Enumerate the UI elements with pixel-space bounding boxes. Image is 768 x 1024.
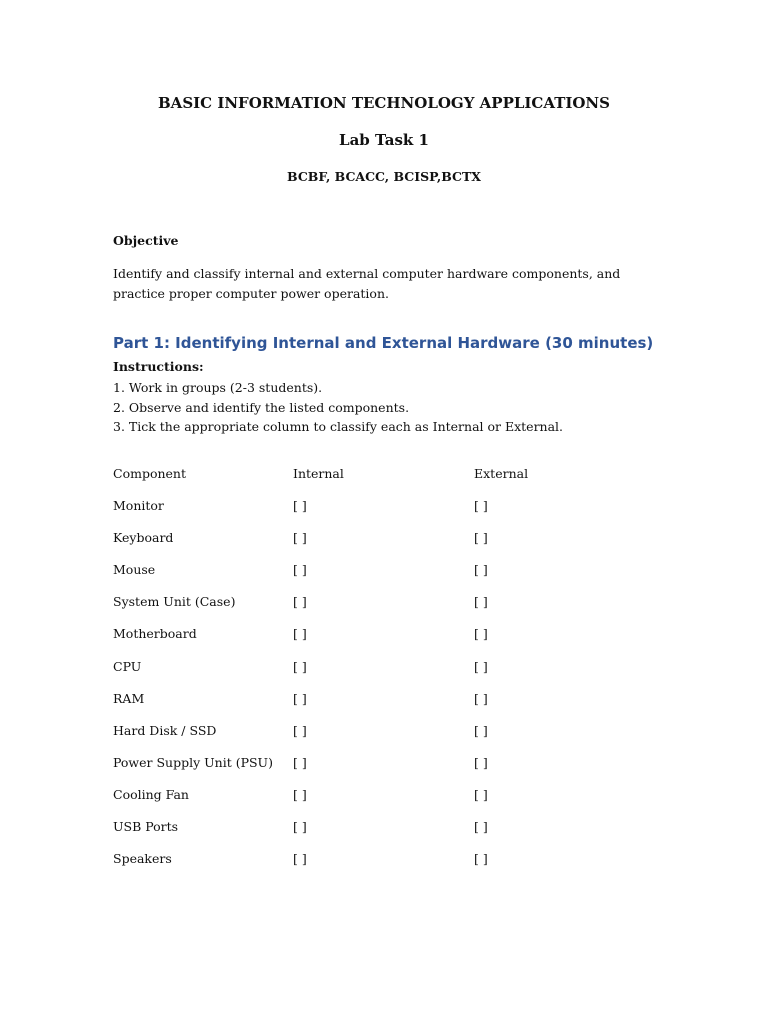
objective-text: Identify and classify internal and external computer hardware components, and practice proper computer power operation. — [113, 266, 621, 301]
internal-checkbox[interactable]: [ ] — [293, 626, 307, 642]
external-checkbox[interactable]: [ ] — [474, 819, 488, 835]
table-row — [113, 691, 673, 723]
internal-checkbox[interactable]: [ ] — [293, 562, 307, 578]
internal-checkbox[interactable]: [ ] — [293, 530, 307, 546]
instruction-step: 2. Observe and identify the listed components. — [113, 399, 410, 415]
internal-checkbox[interactable]: [ ] — [293, 851, 307, 867]
external-checkbox[interactable]: [ ] — [474, 658, 488, 674]
external-checkbox[interactable]: [ ] — [474, 722, 488, 738]
external-checkbox[interactable]: [ ] — [474, 498, 488, 514]
external-checkbox[interactable]: [ ] — [474, 530, 488, 546]
component-name: Hard Disk / SSD — [113, 722, 217, 738]
table-row — [113, 819, 673, 851]
course-codes: BCBF, BCACC, BCISP,BCTX — [287, 169, 481, 184]
hardware-classification-table — [113, 466, 673, 883]
component-name: Motherboard — [113, 626, 197, 642]
table-row — [113, 498, 673, 530]
component-name: Power Supply Unit (PSU) — [113, 754, 273, 770]
external-checkbox[interactable]: [ ] — [474, 754, 488, 770]
internal-checkbox[interactable]: [ ] — [293, 658, 307, 674]
table-row — [113, 851, 673, 883]
table-row — [113, 530, 673, 562]
component-name: Speakers — [113, 851, 172, 867]
document-subtitle: Lab Task 1 — [339, 131, 429, 149]
table-header-row — [113, 466, 673, 498]
component-name: Mouse — [113, 562, 156, 578]
external-checkbox[interactable]: [ ] — [474, 851, 488, 867]
external-checkbox[interactable]: [ ] — [474, 690, 488, 706]
table-row — [113, 626, 673, 658]
header-component: Component — [113, 466, 186, 481]
component-name: USB Ports — [113, 819, 179, 835]
internal-checkbox[interactable]: [ ] — [293, 594, 307, 610]
table-row — [113, 659, 673, 691]
document-title: BASIC INFORMATION TECHNOLOGY APPLICATIONS — [158, 94, 610, 112]
component-name: CPU — [113, 658, 142, 674]
component-name: Cooling Fan — [113, 786, 189, 802]
component-name: Keyboard — [113, 530, 174, 546]
internal-checkbox[interactable]: [ ] — [293, 690, 307, 706]
internal-checkbox[interactable]: [ ] — [293, 722, 307, 738]
external-checkbox[interactable]: [ ] — [474, 594, 488, 610]
header-internal: Internal — [293, 466, 344, 481]
table-row — [113, 787, 673, 819]
header-external: External — [474, 466, 529, 481]
internal-checkbox[interactable]: [ ] — [293, 786, 307, 802]
table-row — [113, 594, 673, 626]
table-row — [113, 755, 673, 787]
external-checkbox[interactable]: [ ] — [474, 562, 488, 578]
table-row — [113, 723, 673, 755]
instruction-steps — [113, 378, 563, 437]
table-row — [113, 562, 673, 594]
instruction-step: 3. Tick the appropriate column to classify each as Internal or External. — [113, 419, 564, 434]
internal-checkbox[interactable]: [ ] — [293, 498, 307, 514]
component-name: RAM — [113, 690, 145, 706]
component-name: Monitor — [113, 498, 164, 514]
objective-heading: Objective — [113, 233, 179, 248]
component-name: System Unit (Case) — [113, 594, 236, 610]
internal-checkbox[interactable]: [ ] — [293, 754, 307, 770]
part1-heading: Part 1: Identifying Internal and External Hardware (30 minutes) — [113, 334, 654, 352]
internal-checkbox[interactable]: [ ] — [293, 819, 307, 835]
external-checkbox[interactable]: [ ] — [474, 786, 488, 802]
instruction-step: 1. Work in groups (2-3 students). — [113, 380, 323, 395]
instructions-label: Instructions: — [113, 359, 204, 374]
external-checkbox[interactable]: [ ] — [474, 626, 488, 642]
